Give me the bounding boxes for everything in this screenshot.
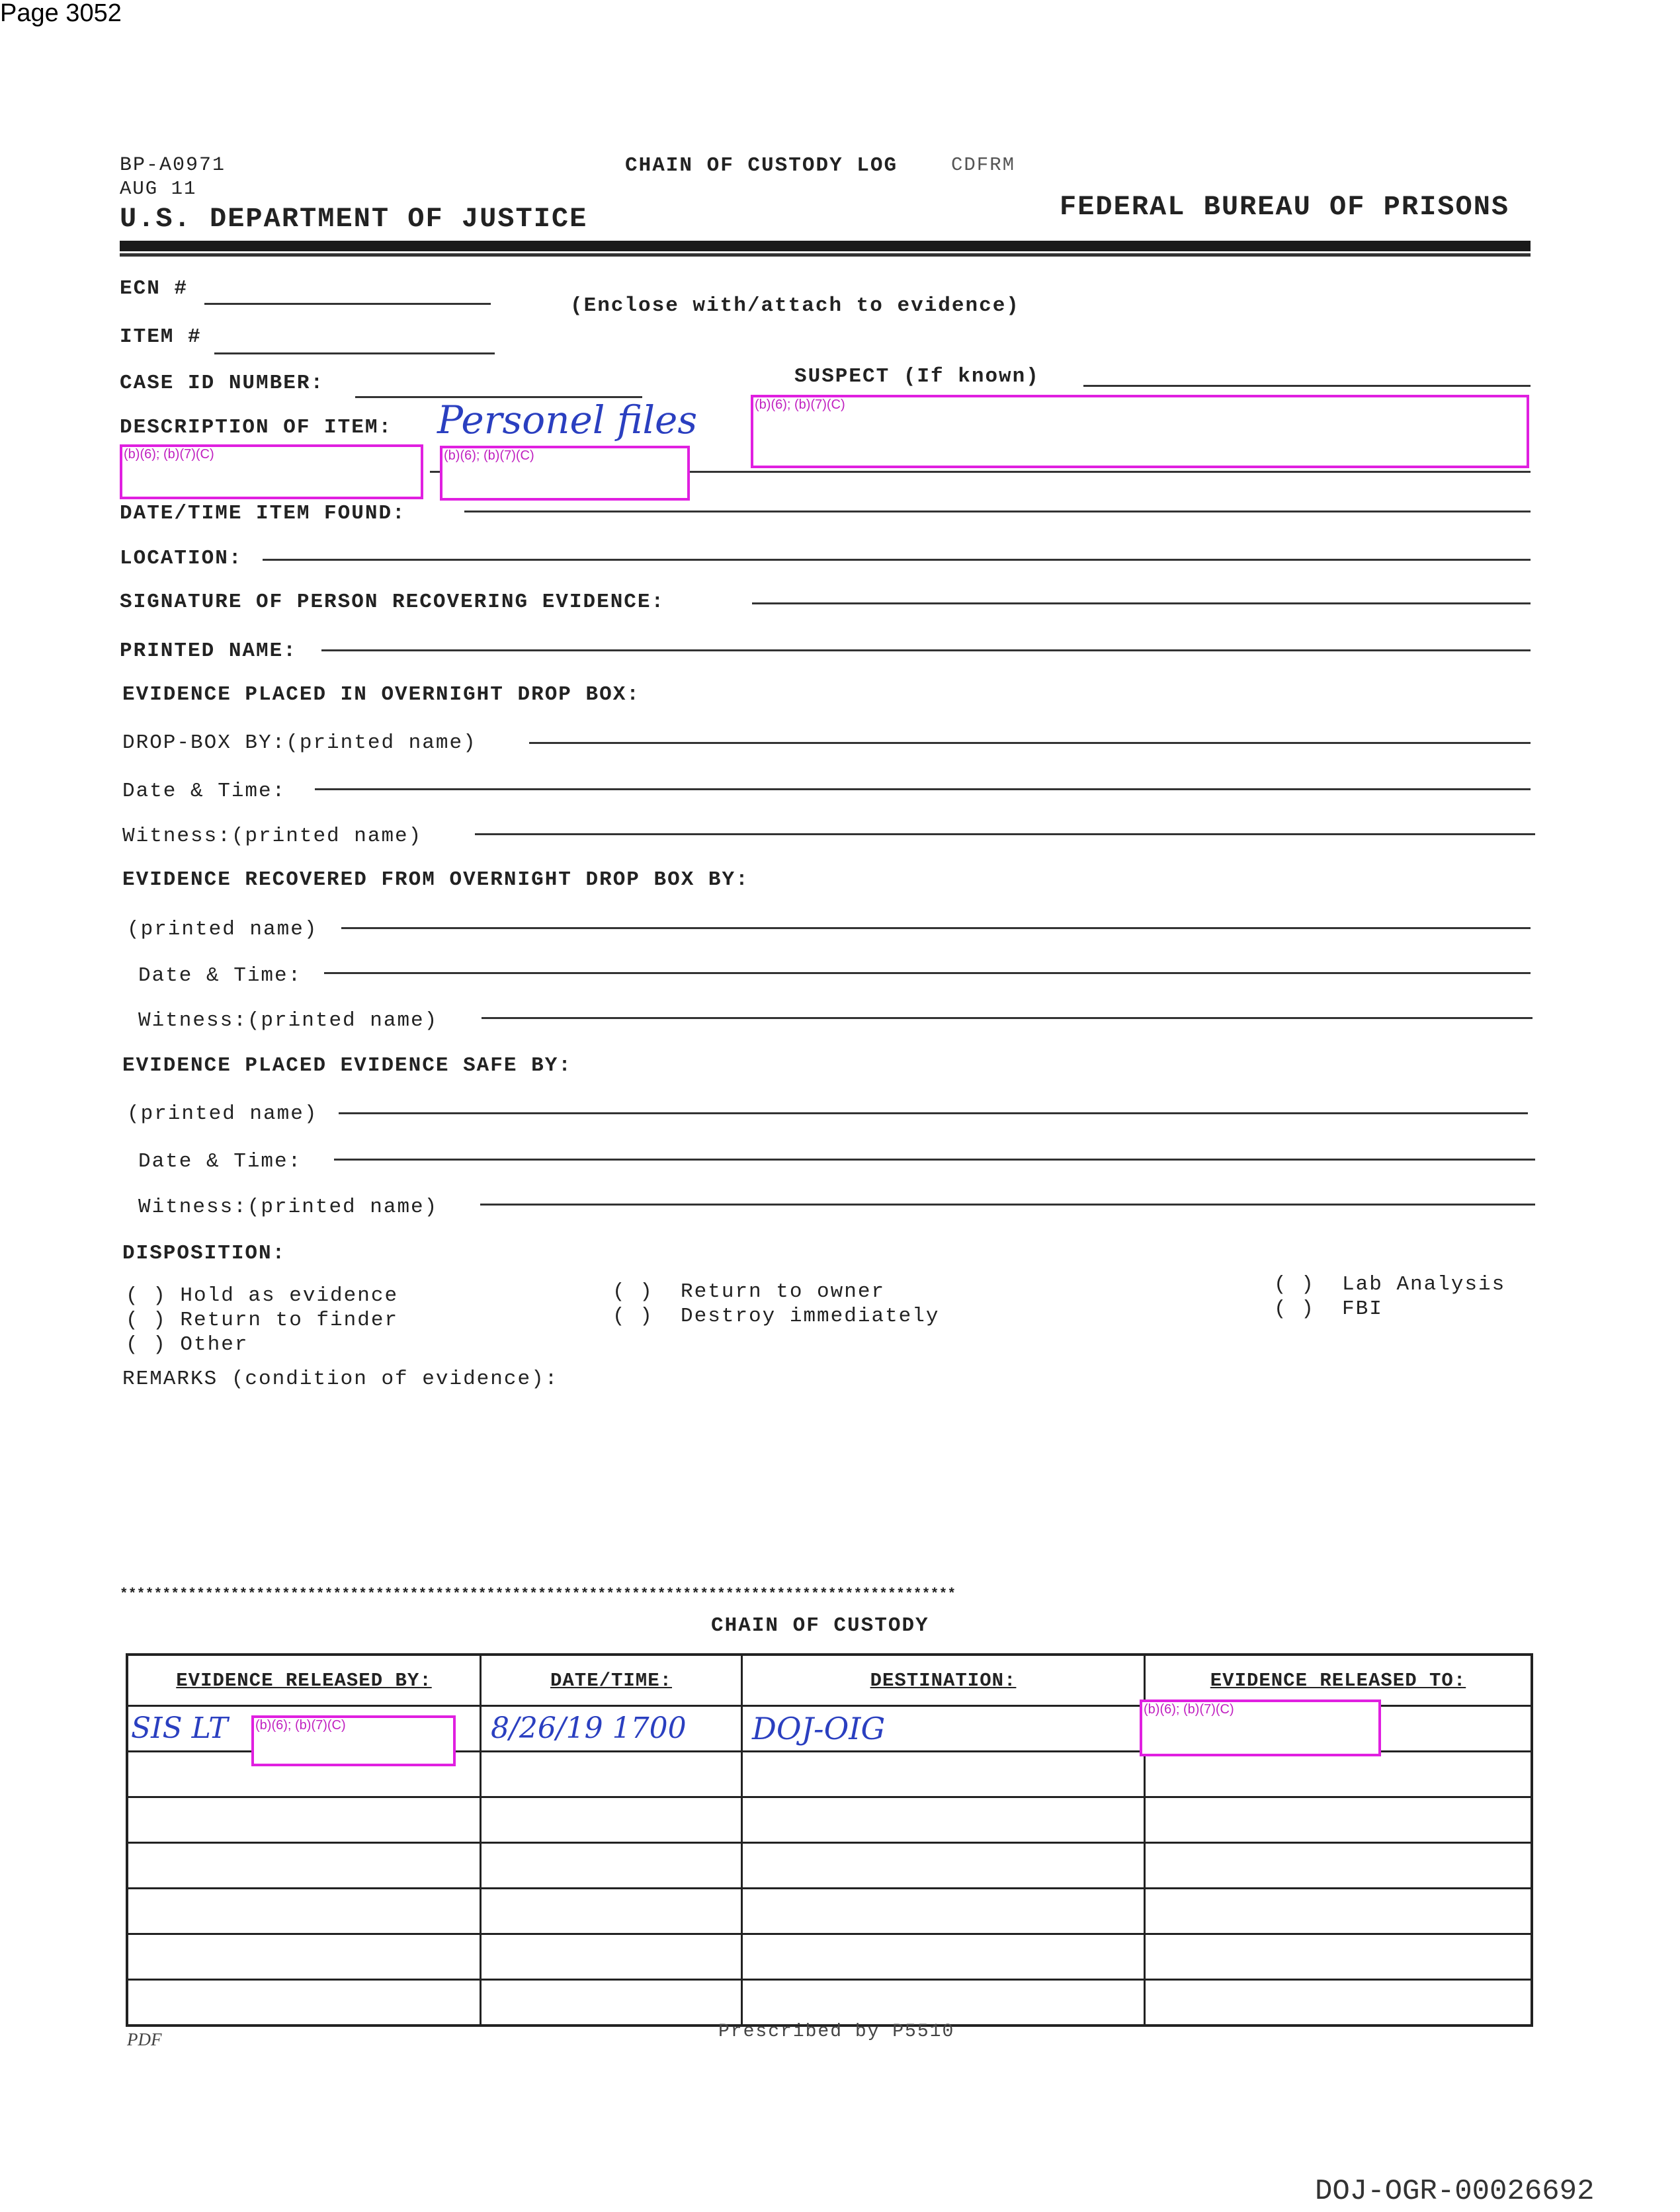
pdf-label: PDF — [127, 2029, 162, 2049]
safe-witness-label: Witness:(printed name) — [138, 1196, 439, 1219]
date-time-value: 8/26/19 1700 — [491, 1711, 687, 1745]
table-cell[interactable] — [481, 1980, 742, 2026]
ecn-field[interactable] — [204, 303, 491, 305]
signature-field[interactable] — [752, 602, 1531, 604]
table-cell[interactable] — [127, 1980, 481, 2026]
redaction-box: (b)(6); (b)(7)(C) — [440, 446, 690, 501]
disposition-option-other[interactable] — [126, 1334, 248, 1356]
table-row — [127, 1843, 1532, 1889]
redaction-box: (b)(6); (b)(7)(C) — [751, 395, 1529, 468]
recovered-date-field[interactable] — [324, 972, 1531, 974]
form-title: CHAIN OF CUSTODY LOG — [625, 154, 898, 177]
ecn-label: ECN # — [120, 277, 189, 300]
table-row — [127, 1980, 1532, 2026]
page-label: Page 3052 — [0, 0, 122, 27]
remarks-label: REMARKS (condition of evidence): — [122, 1368, 559, 1391]
signature-label: SIGNATURE OF PERSON RECOVERING EVIDENCE: — [120, 591, 665, 614]
table-cell[interactable] — [1145, 1934, 1533, 1980]
table-cell[interactable] — [742, 1889, 1145, 1934]
checkbox[interactable]: ( ) — [1274, 1273, 1315, 1296]
header-rule — [120, 241, 1531, 253]
bates-number: DOJ-OGR-00026692 — [1315, 2175, 1595, 2208]
separator-asterisks: ************************************************************************************************** — [120, 1587, 956, 1602]
suspect-field[interactable] — [1083, 385, 1531, 387]
recovered-name-field[interactable] — [341, 927, 1531, 929]
column-header: EVIDENCE RELEASED TO: — [1210, 1669, 1466, 1692]
item-label: ITEM # — [120, 325, 202, 348]
column-header: DESTINATION: — [870, 1669, 1017, 1692]
option-label: Return to finder — [180, 1309, 399, 1332]
table-cell[interactable] — [742, 1934, 1145, 1980]
option-label: Lab Analysis — [1342, 1273, 1506, 1296]
column-header: EVIDENCE RELEASED BY: — [176, 1669, 432, 1692]
checkbox[interactable]: ( ) — [126, 1284, 167, 1307]
disposition-option-lab[interactable] — [1274, 1274, 1505, 1296]
table-cell[interactable] — [481, 1889, 742, 1934]
recovered-name-label: (printed name) — [127, 918, 318, 941]
table-cell[interactable] — [127, 1934, 481, 1980]
disposition-heading: DISPOSITION: — [122, 1242, 286, 1265]
date-time-cell[interactable] — [481, 1706, 742, 1752]
form-date: AUG 11 — [120, 178, 197, 200]
option-label: FBI — [1342, 1297, 1383, 1321]
drop-box-witness-field[interactable] — [475, 833, 1535, 835]
department-title: U.S. DEPARTMENT OF JUSTICE — [120, 203, 588, 235]
recovered-witness-label: Witness:(printed name) — [138, 1009, 439, 1032]
table-header-row — [127, 1655, 1532, 1706]
drop-box-heading: EVIDENCE PLACED IN OVERNIGHT DROP BOX: — [122, 683, 640, 706]
checkbox[interactable]: ( ) — [612, 1305, 653, 1328]
table-cell[interactable] — [127, 1889, 481, 1934]
option-label: Destroy immediately — [681, 1305, 940, 1328]
disposition-option-hold[interactable] — [126, 1285, 398, 1307]
option-label: Return to owner — [681, 1280, 886, 1303]
column-header: DATE/TIME: — [550, 1669, 673, 1692]
recovered-heading: EVIDENCE RECOVERED FROM OVERNIGHT DROP BOX BY: — [122, 868, 749, 891]
printed-name-field[interactable] — [321, 649, 1531, 651]
suspect-label: SUSPECT (If known) — [794, 365, 1040, 388]
bureau-title: FEDERAL BUREAU OF PRISONS — [1060, 191, 1510, 223]
table-cell[interactable] — [481, 1797, 742, 1843]
safe-name-field[interactable] — [339, 1112, 1528, 1114]
table-row — [127, 1934, 1532, 1980]
disposition-option-fbi[interactable] — [1274, 1298, 1383, 1321]
drop-box-witness-label: Witness:(printed name) — [122, 825, 423, 848]
redaction-box: (b)(6); (b)(7)(C) — [1140, 1700, 1381, 1756]
disposition-option-return-finder[interactable] — [126, 1309, 398, 1332]
safe-date-label: Date & Time: — [138, 1150, 302, 1173]
disposition-option-return-owner[interactable] — [612, 1281, 885, 1303]
drop-box-date-label: Date & Time: — [122, 780, 286, 803]
drop-box-date-field[interactable] — [315, 788, 1531, 790]
prescribed-label: Prescribed by P5510 — [718, 2022, 955, 2042]
safe-date-field[interactable] — [334, 1159, 1535, 1161]
checkbox[interactable]: ( ) — [1274, 1297, 1315, 1321]
option-label: Hold as evidence — [180, 1284, 399, 1307]
safe-witness-field[interactable] — [480, 1204, 1535, 1206]
location-field[interactable] — [263, 559, 1531, 561]
table-cell[interactable] — [1145, 1980, 1533, 2026]
custody-table-title: CHAIN OF CUSTODY — [711, 1614, 929, 1637]
enclose-note: (Enclose with/attach to evidence) — [570, 294, 1020, 317]
table-row — [127, 1889, 1532, 1934]
table-cell[interactable] — [1145, 1889, 1533, 1934]
form-number: BP-A0971 — [120, 154, 226, 177]
table-cell[interactable] — [1145, 1843, 1533, 1889]
table-cell[interactable] — [1145, 1797, 1533, 1843]
destination-value: DOJ-OIG — [752, 1711, 886, 1746]
table-cell[interactable] — [481, 1843, 742, 1889]
description-label: DESCRIPTION OF ITEM: — [120, 416, 393, 439]
drop-box-by-label: DROP-BOX BY:(printed name) — [122, 731, 477, 755]
table-cell[interactable] — [1145, 1752, 1533, 1797]
released-by-value: SIS LT — [131, 1711, 228, 1745]
case-id-label: CASE ID NUMBER: — [120, 372, 325, 395]
destination-cell[interactable] — [742, 1706, 1145, 1752]
safe-heading: EVIDENCE PLACED EVIDENCE SAFE BY: — [122, 1054, 572, 1077]
table-cell[interactable] — [481, 1752, 742, 1797]
option-label: Other — [180, 1333, 249, 1356]
checkbox[interactable]: ( ) — [126, 1309, 167, 1332]
redaction-box: (b)(6); (b)(7)(C) — [251, 1715, 456, 1766]
table-cell[interactable] — [742, 1752, 1145, 1797]
checkbox[interactable]: ( ) — [126, 1333, 167, 1356]
recovered-witness-field[interactable] — [482, 1017, 1533, 1019]
date-found-field[interactable] — [464, 511, 1531, 512]
description-value: Personel files — [437, 397, 698, 442]
form-code: CDFRM — [951, 154, 1016, 176]
table-cell[interactable] — [127, 1797, 481, 1843]
location-label: LOCATION: — [120, 547, 243, 570]
table-row — [127, 1797, 1532, 1843]
checkbox[interactable]: ( ) — [612, 1280, 653, 1303]
recovered-date-label: Date & Time: — [138, 964, 302, 987]
table-cell[interactable] — [127, 1843, 481, 1889]
disposition-option-destroy[interactable] — [612, 1305, 940, 1328]
table-cell[interactable] — [481, 1934, 742, 1980]
table-cell[interactable] — [742, 1843, 1145, 1889]
table-cell[interactable] — [742, 1797, 1145, 1843]
item-field[interactable] — [214, 352, 495, 354]
safe-name-label: (printed name) — [127, 1102, 318, 1126]
drop-box-by-field[interactable] — [529, 742, 1531, 744]
date-found-label: DATE/TIME ITEM FOUND: — [120, 502, 406, 525]
table-cell[interactable] — [742, 1980, 1145, 2026]
printed-name-label: PRINTED NAME: — [120, 639, 297, 663]
redaction-box: (b)(6); (b)(7)(C) — [120, 444, 423, 499]
